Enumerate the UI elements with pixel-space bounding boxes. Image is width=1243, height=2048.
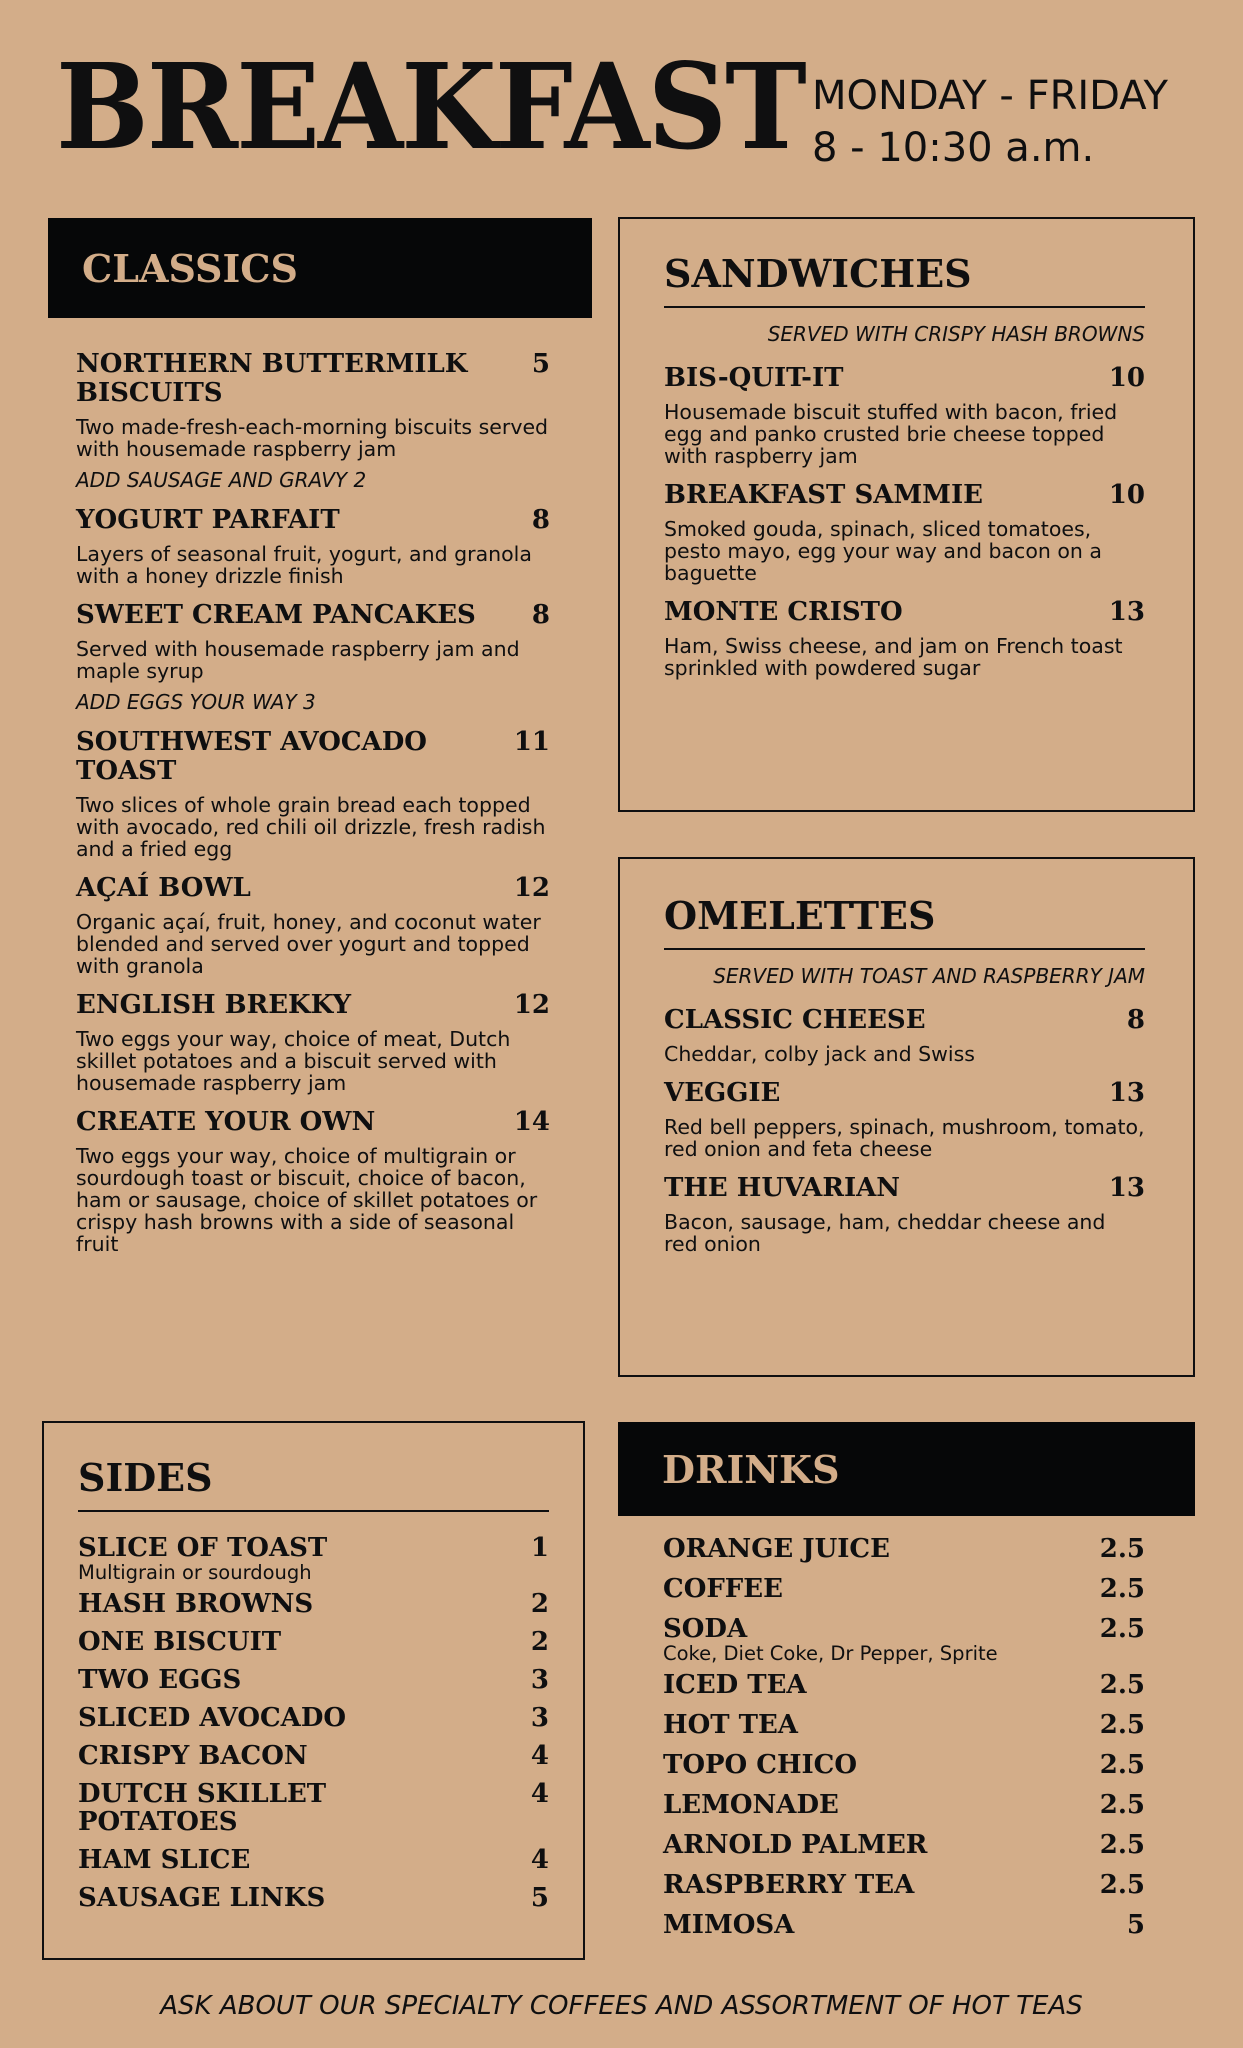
list-item-price: 5 (530, 1883, 549, 1913)
sandwiches-section (618, 217, 1195, 812)
list-item-price: 4 (530, 1845, 549, 1875)
menu-item-name: ENGLISH BREKKY (76, 990, 352, 1020)
menu-item-price: 12 (513, 873, 550, 903)
sides-section (42, 1421, 585, 1960)
list-item (78, 1590, 549, 1618)
list-item-name: SODA (663, 1614, 748, 1644)
menu-item (664, 364, 1145, 467)
list-item-name: ONE BISCUIT (78, 1627, 282, 1657)
list-item-name: MIMOSA (663, 1910, 795, 1940)
menu-item-price: 13 (1108, 597, 1145, 627)
menu-item-description: Organic açaí, fruit, honey, and coconut water blended and served over yogurt and topped with granola (76, 910, 541, 978)
menu-item (664, 481, 1145, 584)
list-item-name: HASH BROWNS (78, 1589, 314, 1619)
omelettes-heading: OMELETTES (664, 893, 1145, 950)
menu-item-description: Two eggs your way, choice of meat, Dutch skillet potatoes and a biscuit served with housemade raspberry jam (76, 1027, 511, 1095)
list-item-name: DUTCH SKILLET POTATOES (78, 1779, 327, 1837)
menu-item (76, 506, 550, 587)
classics-heading-bar (48, 218, 592, 318)
omelettes-section (618, 857, 1195, 1377)
list-item-name: SAUSAGE LINKS (78, 1883, 326, 1913)
list-item-name: ICED TEA (663, 1670, 807, 1700)
menu-item-description: Smoked gouda, spinach, sliced tomatoes, pesto mayo, egg your way and bacon on a baguette (664, 517, 1102, 585)
list-item (78, 1534, 549, 1584)
drinks-heading-bar (618, 1422, 1195, 1516)
list-item-price: 2.5 (1099, 1790, 1145, 1820)
list-item (78, 1846, 549, 1874)
list-item-price: 4 (530, 1779, 549, 1809)
menu-item-description: Ham, Swiss cheese, and jam on French toast sprinkled with powdered sugar (664, 634, 1123, 680)
list-item-price: 5 (1126, 1910, 1145, 1940)
omelettes-list (664, 1006, 1145, 1255)
list-item (78, 1704, 549, 1732)
list-item-name: SLICED AVOCADO (78, 1703, 347, 1733)
menu-item (664, 1006, 1145, 1065)
menu-item-name: VEGGIE (664, 1078, 781, 1108)
list-item (663, 1615, 1145, 1665)
hours-days: MONDAY - FRIDAY (812, 73, 1168, 119)
list-item (663, 1575, 1145, 1603)
list-item (78, 1628, 549, 1656)
list-item-price: 2 (530, 1589, 549, 1619)
menu-item-price: 10 (1108, 363, 1145, 393)
list-item (663, 1671, 1145, 1699)
list-item-price: 2.5 (1099, 1750, 1145, 1780)
menu-item-addon: ADD EGGS YOUR WAY 3 (76, 690, 316, 714)
menu-item-name: SOUTHWEST AVOCADO TOAST (76, 727, 427, 786)
menu-item-description: Served with housemade raspberry jam and maple syrup (76, 637, 520, 683)
list-item-note: Coke, Diet Coke, Dr Pepper, Sprite (663, 1642, 998, 1665)
menu-item-price: 12 (513, 990, 550, 1020)
drinks-heading: DRINKS (662, 1446, 840, 1492)
list-item-price: 3 (530, 1703, 549, 1733)
classics-list (76, 350, 550, 1269)
list-item-name: HOT TEA (663, 1710, 798, 1740)
menu-item-name: AÇAÍ BOWL (76, 873, 251, 903)
menu-item-description: Two eggs your way, choice of multigrain or sourdough toast or biscuit, choice of bacon, ham or sausage, choice of skillet potatoes or crispy hash browns with a side of seasonal fruit (76, 1144, 538, 1256)
menu-item-description: Two made-fresh-each-morning biscuits served with housemade raspberry jam (76, 415, 549, 461)
menu-item (76, 874, 550, 977)
menu-item-description: Two slices of whole grain bread each topped with avocado, red chili oil drizzle, fresh radish and a fried egg (76, 793, 546, 861)
list-item (78, 1742, 549, 1770)
menu-item-description: Housemade biscuit stuffed with bacon, fried egg and panko crusted brie cheese topped with raspberry jam (664, 400, 1118, 468)
menu-item-name: SWEET CREAM PANCAKES (76, 600, 476, 630)
menu-item (664, 1174, 1145, 1255)
classics-heading: CLASSICS (82, 245, 298, 291)
list-item-name: CRISPY BACON (78, 1741, 308, 1771)
list-item (663, 1911, 1145, 1939)
list-item-price: 2 (530, 1627, 549, 1657)
list-item-name: RASPBERRY TEA (663, 1870, 915, 1900)
list-item (663, 1535, 1145, 1563)
omelettes-served-note: SERVED WITH TOAST AND RASPBERRY JAM (713, 964, 1145, 988)
menu-item-name: BREAKFAST SAMMIE (664, 480, 983, 510)
list-item-price: 4 (530, 1741, 549, 1771)
list-item-price: 2.5 (1099, 1670, 1145, 1700)
sides-heading: SIDES (78, 1455, 549, 1512)
menu-item (76, 728, 550, 860)
list-item-price: 2.5 (1099, 1574, 1145, 1604)
list-item-name: HAM SLICE (78, 1845, 251, 1875)
menu-item-price: 13 (1108, 1173, 1145, 1203)
menu-item-price: 5 (531, 349, 550, 379)
menu-item-name: NORTHERN BUTTERMILK BISCUITS (76, 349, 468, 408)
list-item-price: 3 (530, 1665, 549, 1695)
drinks-list (663, 1535, 1145, 1951)
menu-item-price: 8 (1126, 1005, 1145, 1035)
hours-time: 8 - 10:30 a.m. (812, 125, 1095, 171)
list-item (663, 1831, 1145, 1859)
list-item-price: 2.5 (1099, 1534, 1145, 1564)
menu-item (76, 601, 550, 714)
list-item-price: 2.5 (1099, 1870, 1145, 1900)
list-item-name: LEMONADE (663, 1790, 839, 1820)
list-item (663, 1791, 1145, 1819)
footer-note: ASK ABOUT OUR SPECIALTY COFFEES AND ASSORTMENT OF HOT TEAS (160, 1991, 1083, 2021)
hours (812, 70, 1168, 174)
menu-item-name: YOGURT PARFAIT (76, 505, 340, 535)
list-item-note: Multigrain or sourdough (78, 1561, 312, 1584)
menu-item-name: THE HUVARIAN (664, 1173, 901, 1203)
menu-item-description: Cheddar, colby jack and Swiss (664, 1042, 975, 1066)
menu-item-price: 8 (531, 505, 550, 535)
list-item-price: 2.5 (1099, 1710, 1145, 1740)
list-item (78, 1780, 549, 1836)
menu-item-addon: ADD SAUSAGE AND GRAVY 2 (76, 468, 367, 492)
menu-item (76, 991, 550, 1094)
list-item-price: 2.5 (1099, 1614, 1145, 1644)
sandwiches-served-note: SERVED WITH CRISPY HASH BROWNS (767, 322, 1145, 346)
menu-item-price: 11 (513, 727, 550, 757)
menu-item-name: MONTE CRISTO (664, 597, 903, 627)
sandwiches-list (664, 364, 1145, 679)
list-item (663, 1711, 1145, 1739)
list-item (663, 1751, 1145, 1779)
list-item-name: COFFEE (663, 1574, 783, 1604)
list-item (78, 1666, 549, 1694)
list-item-name: ARNOLD PALMER (663, 1830, 928, 1860)
menu-item (664, 598, 1145, 679)
list-item-name: ORANGE JUICE (663, 1534, 890, 1564)
list-item (78, 1884, 549, 1912)
menu-item (76, 1108, 550, 1255)
menu-item-name: BIS-QUIT-IT (664, 363, 844, 393)
menu-item-description: Red bell peppers, spinach, mushroom, tomato, red onion and feta cheese (664, 1115, 1145, 1161)
menu-item-price: 13 (1108, 1078, 1145, 1108)
list-item (663, 1871, 1145, 1899)
sandwiches-heading: SANDWICHES (664, 251, 1145, 308)
list-item-price: 2.5 (1099, 1830, 1145, 1860)
menu-title: BREAKFAST (56, 37, 805, 176)
sides-list (78, 1534, 549, 1912)
menu-item-name: CLASSIC CHEESE (664, 1005, 926, 1035)
menu-item-name: CREATE YOUR OWN (76, 1107, 376, 1137)
menu-item-description: Bacon, sausage, ham, cheddar cheese and red onion (664, 1210, 1106, 1256)
menu-item-price: 8 (531, 600, 550, 630)
list-item-name: SLICE OF TOAST (78, 1533, 328, 1563)
list-item-name: TOPO CHICO (663, 1750, 858, 1780)
menu-item-price: 14 (513, 1107, 550, 1137)
menu-item-price: 10 (1108, 480, 1145, 510)
list-item-price: 1 (530, 1533, 549, 1563)
menu-item (664, 1079, 1145, 1160)
list-item-name: TWO EGGS (78, 1665, 242, 1695)
menu-item (76, 350, 550, 492)
menu-item-description: Layers of seasonal fruit, yogurt, and granola with a honey drizzle finish (76, 542, 532, 588)
